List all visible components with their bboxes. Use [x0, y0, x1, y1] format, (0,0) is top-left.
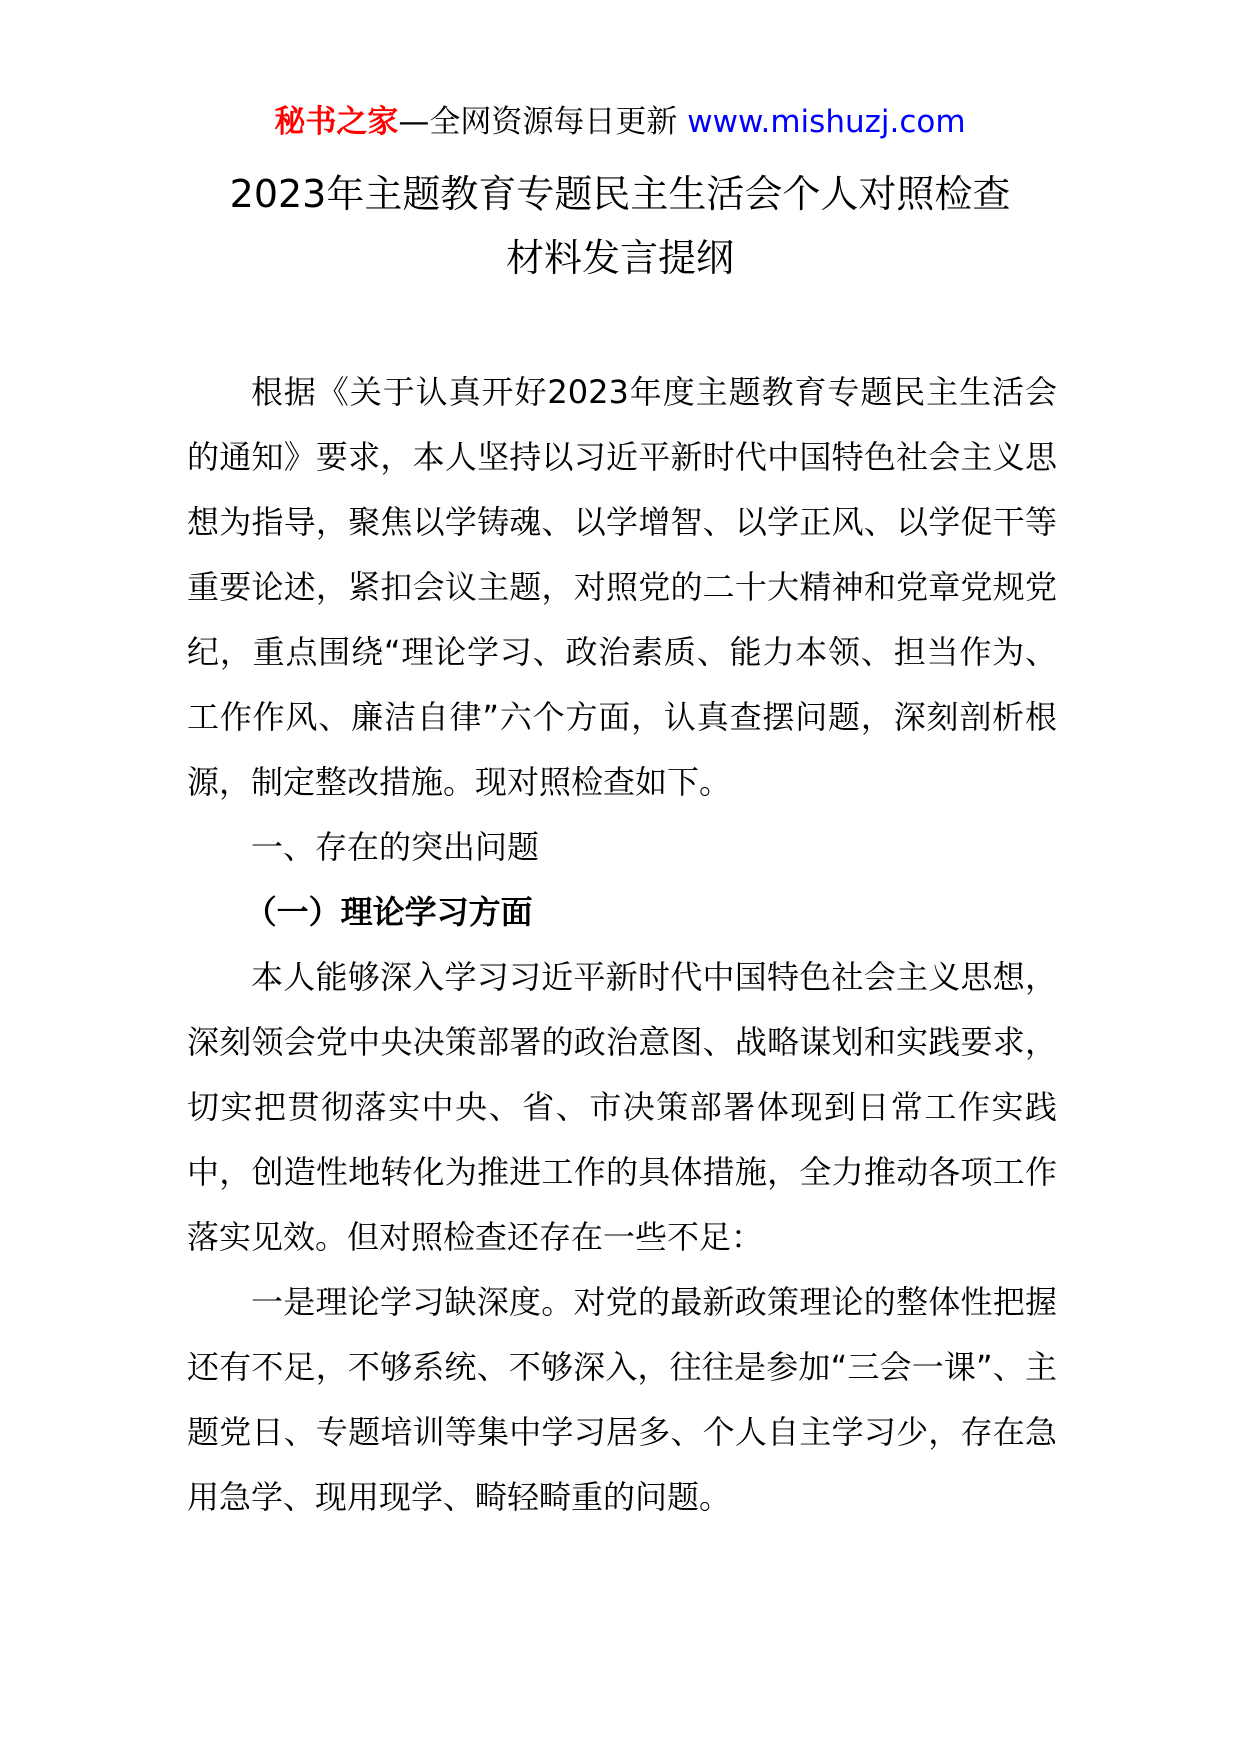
document-title	[150, 162, 1090, 290]
subsection-heading-theory: （一）理论学习方面	[244, 893, 533, 931]
site-header	[0, 100, 1240, 144]
section-heading-problems: 一、存在的突出问题	[251, 828, 540, 866]
theory-paragraph: 本人能够深入学习习近平新时代中国特色社会主义思想，深刻领会党中央决策部署的政治意图、战略谋划和实践要求，切实把贯彻落实中央、省、市决策部署体现到日常工作实践中，创造性地转化为推进工作的具体措施，全力推动各项工作落实见效。但对照检查还存在一些不足：	[187, 958, 1057, 1256]
brand-name: 秘书之家	[274, 104, 399, 140]
site-url-link[interactable]: www.mishuzj.com	[687, 104, 966, 140]
document-title-line1: 2023年主题教育专题民主生活会个人对照检查	[229, 172, 1011, 216]
header-tagline: —全网资源每日更新	[398, 104, 688, 140]
document-body	[187, 360, 1057, 1530]
intro-paragraph: 根据《关于认真开好2023年度主题教育专题民主生活会的通知》要求，本人坚持以习近平新时代中国特色社会主义思想为指导，聚焦以学铸魂、以学增智、以学正风、以学促干等重要论述，紧扣会议主题，对照党的二十大精神和党章党规党纪，重点围绕“理论学习、政治素质、能力本领、担当作为、工作作风、廉洁自律”六个方面，认真查摆问题，深刻剖析根源，制定整改措施。现对照检查如下。	[187, 373, 1057, 801]
point-one-paragraph: 一是理论学习缺深度。对党的最新政策理论的整体性把握还有不足，不够系统、不够深入，往往是参加“三会一课”、主题党日、专题培训等集中学习居多、个人自主学习少，存在急用急学、现用现学、畸轻畸重的问题。	[187, 1283, 1057, 1516]
document-title-line2: 材料发言提纲	[505, 236, 734, 280]
